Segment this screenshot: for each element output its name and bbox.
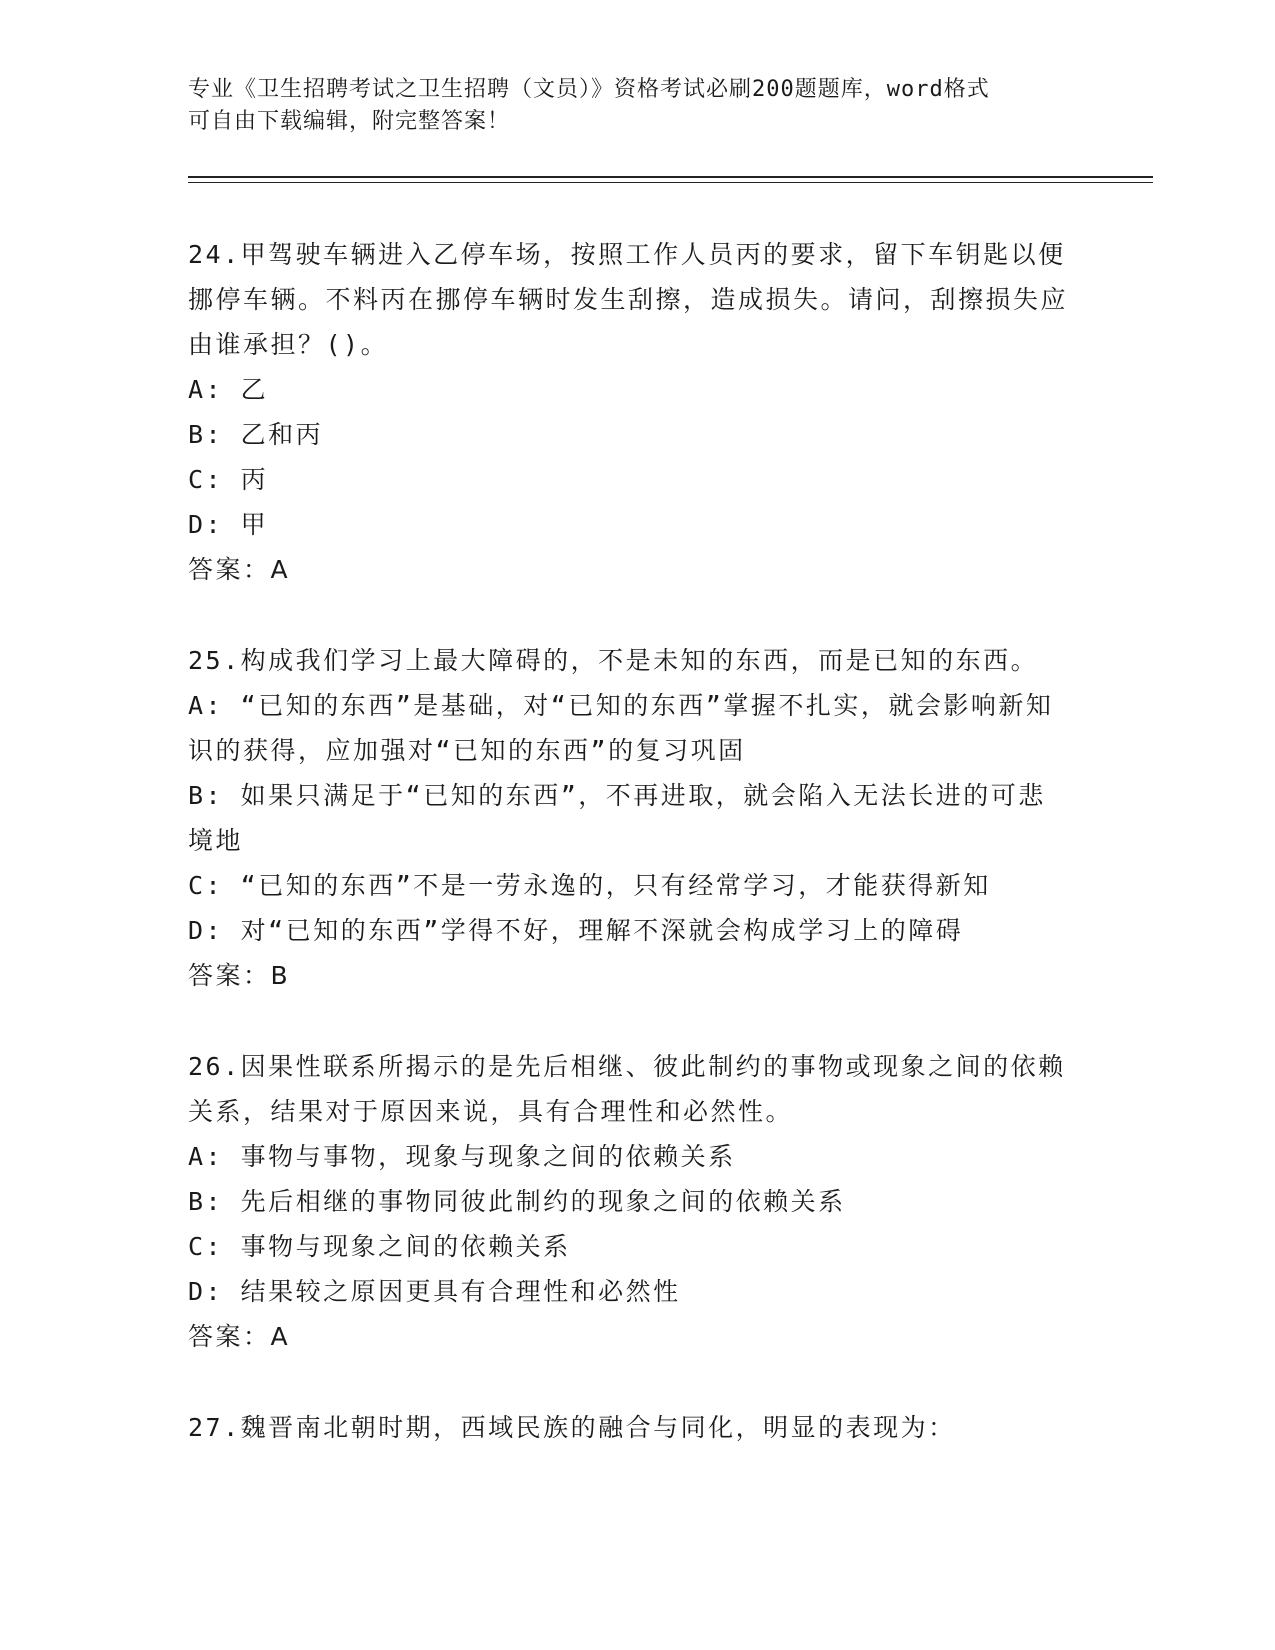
question-stem: 25.构成我们学习上最大障碍的，不是未知的东西，而是已知的东西。 [188,646,1039,675]
option-d: D: 结果较之原因更具有合理性和必然性 [188,1277,681,1306]
answer: 答案：B [188,961,291,990]
option-b: B: 如果只满足于“已知的东西”，不再进取，就会陷入无法长进的可悲境地 [188,781,1046,855]
question-26 [188,1044,1068,1359]
question-24 [188,232,1068,592]
header-line-2: 可自由下载编辑，附完整答案！ [188,109,511,134]
question-stem: 24.甲驾驶车辆进入乙停车场，按照工作人员丙的要求，留下车钥匙以便挪停车辆。不料丙在挪停车辆时发生刮擦，造成损失。请问，刮擦损失应由谁承担？()。 [188,240,1069,359]
question-stem: 26.因果性联系所揭示的是先后相继、彼此制约的事物或现象之间的依赖关系，结果对于原因来说，具有合理性和必然性。 [188,1052,1066,1126]
option-a: A: “已知的东西”是基础，对“已知的东西”掌握不扎实，就会影响新知识的获得，应加强对“已知的东西”的复习巩固 [188,691,1054,765]
option-a: A: 事物与事物，现象与现象之间的依赖关系 [188,1142,736,1171]
question-27 [188,1405,1068,1450]
header-line-1: 专业《卫生招聘考试之卫生招聘（文员）》资格考试必刷200题题库，word格式 [188,77,990,102]
answer: 答案：A [188,1322,291,1351]
header-rule-thin [188,182,1153,183]
question-25 [188,638,1068,998]
option-c: C: 事物与现象之间的依赖关系 [188,1232,571,1261]
question-list [188,232,1068,1496]
document-header [188,74,1068,138]
option-b: B: 先后相继的事物同彼此制约的现象之间的依赖关系 [188,1187,846,1216]
answer: 答案：A [188,555,291,584]
question-stem: 27.魏晋南北朝时期，西域民族的融合与同化，明显的表现为： [188,1413,956,1442]
option-c: C: “已知的东西”不是一劳永逸的，只有经常学习，才能获得新知 [188,871,991,900]
option-d: D: 对“已知的东西”学得不好，理解不深就会构成学习上的障碍 [188,916,964,945]
option-d: D: 甲 [188,510,269,539]
option-b: B: 乙和丙 [188,420,324,449]
header-rule-thick [188,176,1153,178]
option-c: C: 丙 [188,465,269,494]
option-a: A: 乙 [188,375,269,404]
